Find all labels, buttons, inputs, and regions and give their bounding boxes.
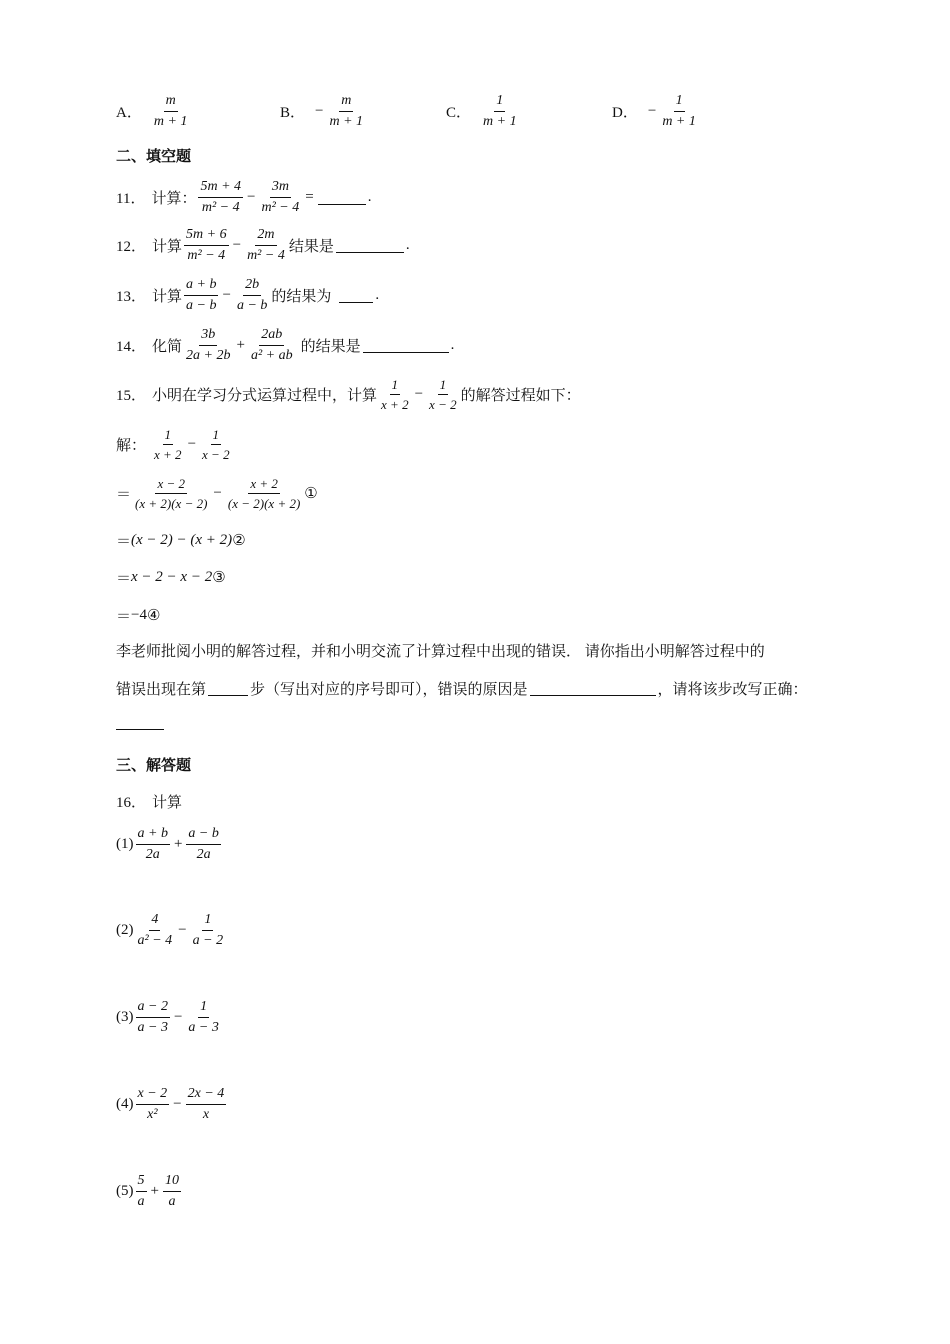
fraction: $\frac{x - 2}{(x + 2)(x - 2)}$ <box>135 476 208 511</box>
fraction: $\frac{a - b}{2a}$ <box>188 826 219 862</box>
fraction: $\frac{2x - 4}{x}$ <box>187 1086 225 1122</box>
solution-line-0: 解： $\frac{1}{x + 2}$ − $\frac{1}{x - 2}$ <box>116 427 230 462</box>
q16-part-2: (2) $\frac{4}{\text{a² − 4}}$ − $\frac{1}{a - 2}$ <box>116 912 224 948</box>
choice-label: C． <box>446 105 472 121</box>
fraction: $\frac{1}{x - 2}$ <box>429 377 457 412</box>
solution-step-4: ＝ −4 ④ <box>116 607 161 625</box>
fraction: $\frac{a - 2}{a - 3}$ <box>137 999 168 1035</box>
fraction: $\frac{5m + 4}{\text{m² − 4}}$ <box>200 179 242 215</box>
explanation-paragraph-line1: 李老师批阅小明的解答过程，并和小明交流了计算过程中出现的错误． 请你指出小明解答过程中的 <box>116 644 765 660</box>
fraction: $\frac{2ab}{\text{a² + ab}}$ <box>250 327 293 363</box>
fraction: $\frac{4}{\text{a² − 4}}$ <box>137 912 173 948</box>
fraction: $\frac{m}{m + 1}$ <box>153 93 188 129</box>
fraction: $\frac{1}{m + 1}$ <box>662 93 696 129</box>
q16-part-1: (1) $\frac{a + b}{2a}$ + $\frac{a - b}{2a}$ <box>116 826 219 862</box>
fraction: $\frac{a + b}{2a}$ <box>137 826 168 862</box>
fraction: $\frac{2b}{a - b}$ <box>236 277 268 313</box>
fraction: $\frac{1}{x + 2}$ <box>154 427 182 462</box>
answer-blank[interactable] <box>318 203 366 205</box>
choice-label: D． <box>612 105 638 121</box>
fraction: $\frac{x + 2}{(x - 2)(x + 2)}$ <box>227 476 301 511</box>
q16-part-3: (3) $\frac{a - 2}{a - 3}$ − $\frac{1}{a - 3}$ <box>116 999 219 1035</box>
step-marker: ① <box>304 486 318 502</box>
solution-step-3: ＝ x − 2 − x − 2 ③ <box>116 569 226 587</box>
fraction: $\frac{x - 2}{\text{x²}}$ <box>137 1086 168 1122</box>
answer-blank-step[interactable] <box>208 694 248 696</box>
question-14: 14． 化简 $\frac{3b}{2a + 2b}$ + $\frac{2ab}{\text{a² + ab}}$ 的结果是 . <box>116 327 455 363</box>
q16-part-5: (5) $\frac{5}{a}$ + $\frac{10}{a}$ <box>116 1173 179 1209</box>
step-marker: ③ <box>212 570 226 586</box>
answer-blank-reason[interactable] <box>530 694 656 696</box>
step-marker: ② <box>232 533 246 549</box>
question-13: 13． 计算 $\frac{a + b}{a - b}$ − $\frac{2b}{a - b}$ 的结果为 . <box>116 277 380 313</box>
explanation-paragraph-line3 <box>116 722 166 724</box>
question-11: 11． 计算： $\frac{5m + 4}{\text{m² − 4}}$ − $\frac{3m}{\text{m² − 4}}$ = . <box>116 179 372 215</box>
choice-b[interactable]: B． − $\frac{m}{m + 1}$ <box>280 93 364 129</box>
fraction: $\frac{a + b}{a - b}$ <box>186 277 217 313</box>
choice-label: B． <box>280 105 306 121</box>
fraction: $\frac{3m}{\text{m² − 4}}$ <box>261 179 300 215</box>
question-15: 15． 小明在学习分式运算过程中，计算 $\frac{1}{x + 2}$ − $\frac{1}{x - 2}$ 的解答过程如下： <box>116 377 581 412</box>
solution-step-1: ＝ $\frac{x - 2}{(x + 2)(x - 2)}$ − $\frac{x + 2}{(x - 2)(x + 2)}$ ① <box>116 476 318 511</box>
solution-step-2: ＝ (x − 2) − (x + 2) ② <box>116 532 246 550</box>
choice-a[interactable] <box>116 94 191 129</box>
fraction: $\frac{1}{a - 3}$ <box>188 999 219 1035</box>
answer-blank[interactable] <box>336 251 404 253</box>
fraction: $\frac{2m}{\text{m² − 4}}$ <box>247 227 285 263</box>
choice-c[interactable] <box>446 94 521 129</box>
fraction: $\frac{1}{m + 1}$ <box>483 93 517 129</box>
choice-label: A． <box>116 105 142 121</box>
question-12: 12． 计算 $\frac{5m + 6}{\text{m² − 4}}$ − $\frac{2m}{\text{m² − 4}}$ 结果是 . <box>116 227 410 263</box>
choice-d[interactable]: D． − $\frac{1}{m + 1}$ <box>612 93 696 129</box>
fraction: $\frac{m}{m + 1}$ <box>329 93 364 129</box>
fraction: $\frac{5}{a}$ <box>137 1173 145 1209</box>
q16-part-4: (4) $\frac{x - 2}{\text{x²}}$ − $\frac{2x - 4}{x}$ <box>116 1086 225 1122</box>
fraction: $\frac{1}{a - 2}$ <box>192 912 224 948</box>
answer-blank-rewrite[interactable] <box>116 728 164 730</box>
fraction: $\frac{5m + 6}{\text{m² − 4}}$ <box>186 227 227 263</box>
answer-blank[interactable] <box>363 351 449 353</box>
section-heading-solve: 三、解答题 <box>116 756 192 774</box>
section-heading-fill-blank: 二、填空题 <box>116 147 192 165</box>
question-16: 16． 计算 <box>116 795 183 811</box>
fraction: $\frac{1}{x + 2}$ <box>381 377 409 412</box>
fraction: $\frac{1}{x - 2}$ <box>202 427 230 462</box>
answer-blank[interactable] <box>339 301 373 303</box>
step-marker: ④ <box>146 608 161 624</box>
fraction: $\frac{3b}{2a + 2b}$ <box>186 327 231 363</box>
fraction: $\frac{10}{a}$ <box>164 1173 179 1209</box>
explanation-paragraph-line2: 错误出现在第 步（写出对应的序号即可），错误的原因是 ，请将该步改写正确： <box>116 682 808 698</box>
